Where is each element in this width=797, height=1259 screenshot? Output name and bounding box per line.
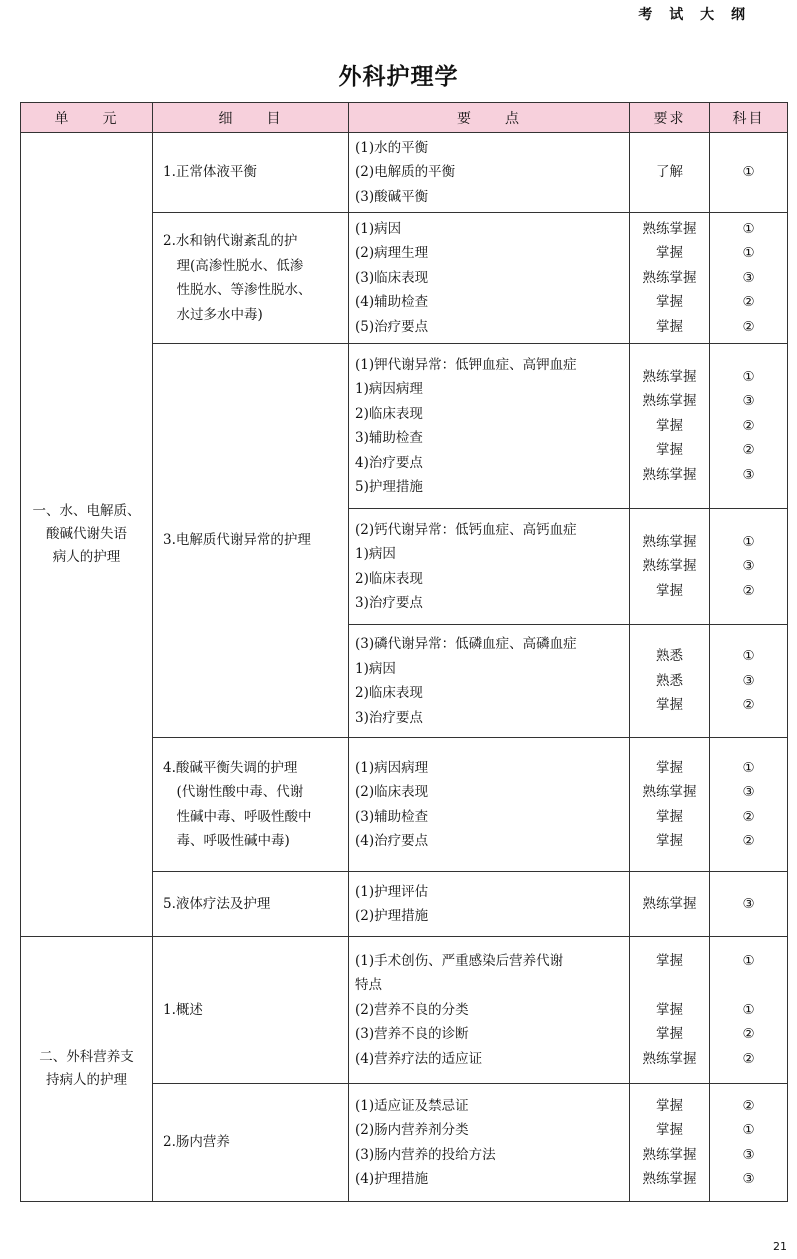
points-cell-line: 4)治疗要点 [355, 454, 423, 471]
points-cell-line: (1)水的平衡 [355, 139, 429, 156]
table-row [21, 937, 788, 1084]
subject-cell-line: ③ [742, 784, 755, 800]
points-cell-line: 1)病因 [355, 660, 396, 677]
column-header-requirement: 要求 [630, 103, 710, 133]
requirement-cell-line: 掌握 [656, 833, 683, 849]
requirement-cell-line: 掌握 [656, 417, 683, 434]
table-row [21, 133, 788, 213]
subject-cell-line: ① [742, 220, 755, 237]
requirement-cell-line: 熟练掌握 [642, 1171, 697, 1187]
requirement-cell-line: 掌握 [656, 697, 683, 714]
table-body [21, 133, 788, 1202]
points-cell-line: (3)磷代谢异常：低磷血症、高磷血症 [355, 636, 577, 652]
subject-cell-line: ① [742, 759, 755, 776]
subject-cell-line: ② [742, 294, 755, 311]
syllabus-table [20, 102, 788, 1202]
requirement-cell-line: 熟练掌握 [642, 220, 697, 237]
points-cell-line: (3)辅助检查 [355, 808, 429, 825]
points-cell [349, 213, 630, 344]
requirement-cell-line: 熟练掌握 [642, 368, 697, 385]
points-cell-line: (5)治疗要点 [355, 318, 429, 335]
subject-cell-line: ② [742, 417, 755, 434]
requirement-cell-line: 掌握 [656, 442, 683, 459]
subject-cell [710, 344, 788, 509]
points-cell-line: 1)病因 [355, 546, 396, 562]
detail-cell [153, 344, 349, 738]
subject-cell-line: ② [742, 442, 755, 459]
points-cell-line: (2)护理措施 [355, 908, 429, 924]
subject-cell-line: ② [742, 1097, 755, 1114]
subject-cell-line: ① [742, 1122, 755, 1138]
detail-cell [153, 937, 349, 1084]
points-cell [349, 937, 630, 1084]
requirement-cell-line: 熟练掌握 [642, 784, 697, 800]
subject-cell-line: ② [742, 318, 755, 335]
requirement-cell-line: 熟练掌握 [642, 895, 697, 912]
subject-cell-line: ③ [742, 393, 755, 410]
subject-cell-line: ③ [742, 672, 755, 689]
points-cell-line: 2)临床表现 [355, 405, 423, 422]
page-number: 21 [773, 1240, 787, 1253]
subject-cell-line: ② [742, 697, 755, 714]
points-cell-line: (4)辅助检查 [355, 294, 429, 311]
unit-cell-line: 病人的护理 [52, 549, 121, 565]
subject-cell [710, 213, 788, 344]
subject-cell-line: ① [742, 1001, 755, 1018]
subject-cell [710, 625, 788, 738]
requirement-cell-line: 掌握 [656, 1097, 683, 1114]
points-cell-line: (4)治疗要点 [355, 833, 429, 849]
page-title: 外科护理学 [338, 64, 459, 90]
subject-cell-line: ① [742, 648, 755, 665]
points-cell-line: (2)电解质的平衡 [355, 164, 456, 181]
requirement-cell-line: 熟练掌握 [642, 1146, 697, 1163]
points-cell-line: (1)适应证及禁忌证 [355, 1097, 469, 1114]
detail-cell-line: 水过多水中毒) [163, 306, 263, 323]
points-cell-line: 3)辅助检查 [355, 430, 423, 446]
column-header-detail: 细 目 [153, 103, 349, 133]
requirement-cell-line: 掌握 [656, 294, 683, 311]
detail-cell-line: 2.肠内营养 [163, 1134, 230, 1151]
requirement-cell-line: 熟练掌握 [642, 269, 697, 286]
requirement-cell-line: 掌握 [656, 318, 683, 335]
points-cell-line: (2)营养不良的分类 [355, 1001, 469, 1018]
requirement-cell-line: 熟练掌握 [642, 393, 697, 410]
detail-cell-line: 性碱中毒、呼吸性酸中 [163, 808, 312, 825]
points-cell-line: 1)病因病理 [355, 381, 423, 397]
points-cell-line: (1)护理评估 [355, 883, 429, 900]
points-cell-line: (4)营养疗法的适应证 [355, 1050, 483, 1067]
subject-cell-line: ① [742, 164, 755, 181]
detail-cell-line: (代谢性酸中毒、代谢 [163, 784, 304, 800]
unit-cell [21, 133, 153, 937]
detail-cell [153, 738, 349, 872]
unit-cell [21, 937, 153, 1202]
requirement-cell-line: 掌握 [656, 952, 683, 969]
subject-cell-line: ③ [742, 1146, 755, 1163]
subject-cell-line: ② [742, 1026, 755, 1043]
points-cell-line: 2)临床表现 [355, 570, 423, 587]
subject-cell-line: ③ [742, 558, 755, 575]
detail-cell [153, 1084, 349, 1202]
header-label: 考 试 大 纲 [638, 7, 751, 23]
detail-cell-line: 性脱水、等渗性脱水、 [163, 282, 312, 298]
points-cell-line: (1)病因病理 [355, 759, 429, 776]
requirement-cell-line: 了解 [656, 164, 683, 181]
points-cell [349, 133, 630, 213]
points-cell-line: 3)治疗要点 [355, 709, 423, 726]
requirement-cell-line: 熟悉 [656, 648, 683, 665]
subject-cell-line: ① [742, 533, 755, 550]
points-cell-line: 2)临床表现 [355, 685, 423, 701]
points-cell-line: (2)临床表现 [355, 784, 429, 800]
detail-cell [153, 133, 349, 213]
subject-cell-line: ② [742, 808, 755, 825]
subject-cell-line: ③ [742, 895, 755, 912]
detail-cell-line: 5.液体疗法及护理 [163, 895, 271, 912]
subject-cell [710, 872, 788, 937]
requirement-cell [630, 872, 710, 937]
column-header-points: 要 点 [349, 103, 630, 133]
subject-cell [710, 738, 788, 872]
requirement-cell-line: 熟悉 [656, 672, 683, 689]
subject-cell [710, 937, 788, 1084]
points-cell-line: (3)临床表现 [355, 269, 429, 286]
column-header-unit: 单 元 [21, 103, 153, 133]
requirement-cell-line: 熟练掌握 [642, 1050, 697, 1067]
requirement-cell [630, 133, 710, 213]
detail-cell-line: 3.电解质代谢异常的护理 [163, 532, 311, 549]
requirement-cell-line: 掌握 [656, 1122, 683, 1138]
subject-cell-line: ③ [742, 269, 755, 286]
requirement-cell-line: 掌握 [656, 759, 683, 776]
table-header-row [21, 103, 788, 133]
requirement-cell-line: 掌握 [656, 582, 683, 599]
points-cell-line: (3)酸碱平衡 [355, 188, 429, 205]
requirement-cell-line: 掌握 [656, 1026, 683, 1043]
requirement-cell-line: 熟练掌握 [642, 466, 697, 483]
subject-cell-line: ③ [742, 466, 755, 483]
requirement-cell [630, 344, 710, 509]
requirement-cell [630, 1084, 710, 1202]
subject-cell [710, 133, 788, 213]
requirement-cell [630, 509, 710, 625]
requirement-cell-line: 熟练掌握 [642, 533, 697, 550]
requirement-cell-line: 掌握 [656, 245, 683, 262]
detail-cell-line: 2.水和钠代谢紊乱的护 [163, 233, 298, 249]
subject-cell-line: ① [742, 245, 755, 262]
points-cell-line: (3)营养不良的诊断 [355, 1026, 469, 1043]
subject-cell [710, 1084, 788, 1202]
points-cell-line: (1)手术创伤、严重感染后营养代谢 [355, 952, 564, 969]
requirement-cell-line: 熟练掌握 [642, 558, 697, 575]
detail-cell-line: 4.酸碱平衡失调的护理 [163, 759, 298, 776]
subject-cell-line: ① [742, 368, 755, 385]
points-cell-line: (2)肠内营养剂分类 [355, 1122, 469, 1138]
subject-cell-line: ② [742, 833, 755, 849]
detail-cell-line: 理(高渗性脱水、低渗 [163, 257, 304, 274]
requirement-cell-line: 掌握 [656, 808, 683, 825]
points-cell [349, 872, 630, 937]
detail-cell [153, 872, 349, 937]
points-cell-line: 5)护理措施 [355, 479, 423, 495]
subject-cell-line: ② [742, 582, 755, 599]
points-cell [349, 1084, 630, 1202]
subject-cell-line: ① [742, 952, 755, 969]
subject-cell-line: ③ [742, 1171, 755, 1187]
unit-cell-line: 酸碱代谢失语 [46, 526, 127, 542]
requirement-cell-line: 掌握 [656, 1001, 683, 1018]
detail-cell-line: 毒、呼吸性碱中毒) [163, 833, 290, 849]
points-cell-line: (3)肠内营养的投给方法 [355, 1146, 496, 1163]
column-header-subject: 科目 [710, 103, 788, 133]
requirement-cell [630, 625, 710, 738]
points-cell-line: 3)治疗要点 [355, 595, 423, 611]
subject-cell-line: ② [742, 1050, 755, 1067]
requirement-cell [630, 738, 710, 872]
points-cell-line: (2)钙代谢异常：低钙血症、高钙血症 [355, 521, 577, 538]
points-cell-line: (2)病理生理 [355, 245, 429, 262]
points-cell-line: (4)护理措施 [355, 1171, 429, 1187]
points-cell-line: (1)钾代谢异常：低钾血症、高钾血症 [355, 356, 577, 373]
detail-cell-line: 1.正常体液平衡 [163, 164, 257, 181]
points-cell-line: 特点 [355, 977, 382, 994]
unit-cell-line: 持病人的护理 [46, 1072, 127, 1088]
unit-cell-line: 一、水、电解质、 [32, 503, 141, 519]
unit-cell-line: 二、外科营养支 [39, 1049, 134, 1065]
points-cell-line: (1)病因 [355, 220, 402, 237]
subject-cell [710, 509, 788, 625]
points-cell [349, 625, 630, 738]
points-cell [349, 509, 630, 625]
requirement-cell-line [636, 973, 703, 998]
requirement-cell [630, 213, 710, 344]
detail-cell-line: 1.概述 [163, 1001, 203, 1018]
points-cell [349, 344, 630, 509]
requirement-cell [630, 937, 710, 1084]
subject-cell-line [716, 973, 781, 998]
detail-cell [153, 213, 349, 344]
points-cell [349, 738, 630, 872]
